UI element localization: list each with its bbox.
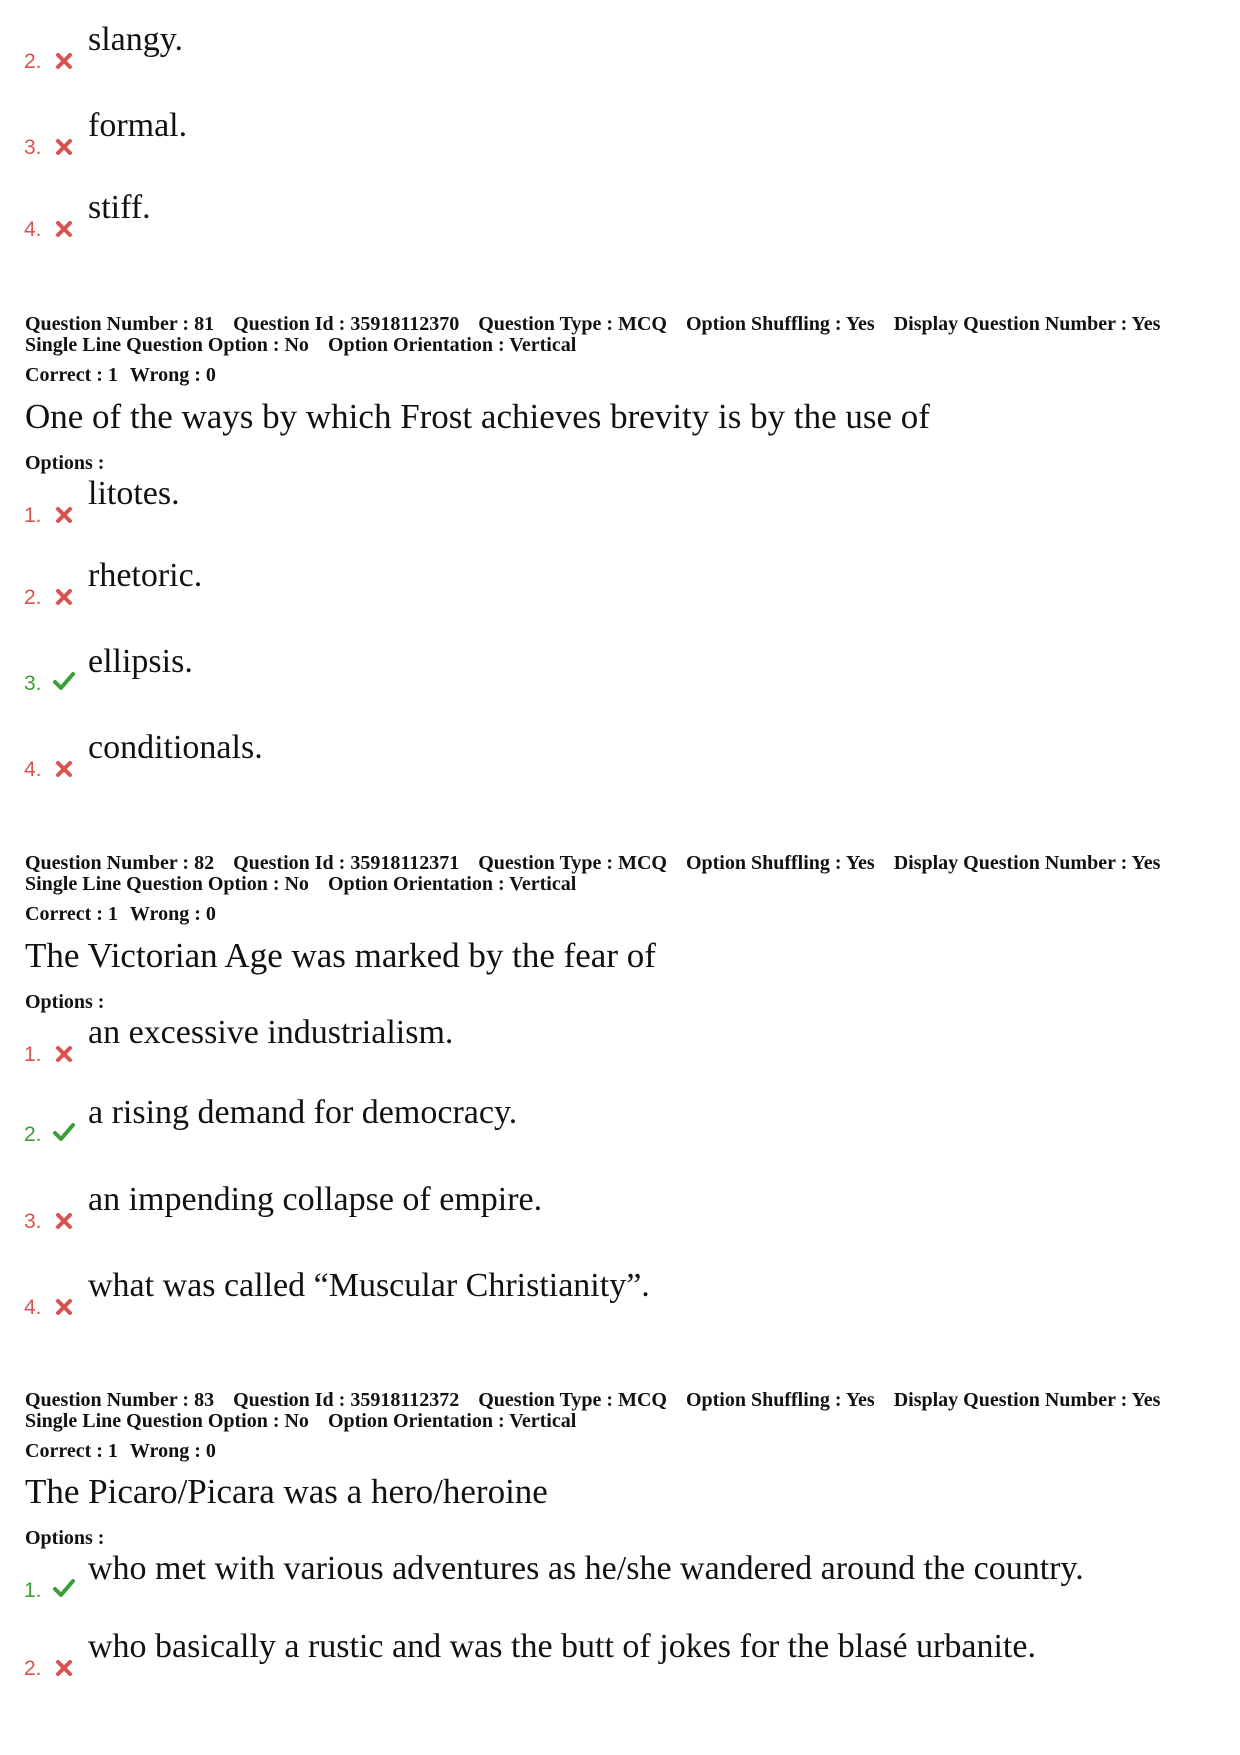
option-orientation: Option Orientation : Vertical xyxy=(327,873,577,895)
option-text: ellipsis. xyxy=(88,643,193,680)
cross-icon xyxy=(55,588,73,606)
option-shuffling: Option Shuffling : Yes xyxy=(685,852,875,874)
option-text: slangy. xyxy=(88,21,184,58)
single-line-option: Single Line Question Option : No xyxy=(25,334,309,356)
option-number: 2. xyxy=(24,1657,42,1680)
question-meta xyxy=(25,1390,1174,1432)
option-number: 1. xyxy=(24,1579,42,1602)
correct-marks: Correct : 1 xyxy=(25,903,118,925)
cross-icon xyxy=(55,52,73,70)
option-item xyxy=(0,188,1240,248)
option-number: 4. xyxy=(24,758,42,781)
option-text: who basically a rustic and was the butt of jokes for the blasé urbanite. xyxy=(88,1628,1036,1665)
question-number: Question Number : 83 xyxy=(25,1389,215,1411)
option-text: rhetoric. xyxy=(88,557,203,594)
score-line xyxy=(25,1440,228,1462)
question-type: Question Type : MCQ xyxy=(478,1389,667,1411)
option-text: what was called “Muscular Christianity”. xyxy=(88,1267,650,1304)
option-item xyxy=(0,1180,1240,1240)
option-orientation: Option Orientation : Vertical xyxy=(327,334,577,356)
question-text: The Picaro/Picara was a hero/heroine xyxy=(25,1472,548,1511)
option-orientation: Option Orientation : Vertical xyxy=(327,1410,577,1432)
option-number: 4. xyxy=(24,218,42,241)
cross-icon xyxy=(55,1212,73,1230)
check-icon xyxy=(52,1577,76,1599)
option-text: formal. xyxy=(88,107,188,144)
question-id: Question Id : 35918112371 xyxy=(233,852,460,874)
check-icon xyxy=(52,1121,76,1143)
option-item xyxy=(0,728,1240,788)
option-item xyxy=(0,474,1240,534)
score-line xyxy=(25,903,228,925)
option-text: a rising demand for democracy. xyxy=(88,1094,518,1131)
question-number: Question Number : 81 xyxy=(25,313,215,335)
option-item xyxy=(0,106,1240,166)
wrong-marks: Wrong : 0 xyxy=(129,903,216,925)
score-line xyxy=(25,364,228,386)
single-line-option: Single Line Question Option : No xyxy=(25,873,309,895)
option-item xyxy=(0,1627,1240,1687)
option-number: 3. xyxy=(24,136,42,159)
option-item xyxy=(0,1093,1240,1153)
display-question-number: Display Question Number : Yes xyxy=(893,313,1161,335)
cross-icon xyxy=(55,1298,73,1316)
correct-marks: Correct : 1 xyxy=(25,364,118,386)
option-number: 1. xyxy=(24,1043,42,1066)
options-label: Options : xyxy=(25,991,105,1013)
question-number: Question Number : 82 xyxy=(25,852,215,874)
option-shuffling: Option Shuffling : Yes xyxy=(685,1389,875,1411)
check-icon xyxy=(52,670,76,692)
display-question-number: Display Question Number : Yes xyxy=(893,852,1161,874)
cross-icon xyxy=(55,1659,73,1677)
option-number: 2. xyxy=(24,1123,42,1146)
option-number: 1. xyxy=(24,504,42,527)
option-text: stiff. xyxy=(88,189,151,226)
option-item xyxy=(0,20,1240,80)
option-text: conditionals. xyxy=(88,729,263,766)
question-text: The Victorian Age was marked by the fear of xyxy=(25,936,656,975)
question-id: Question Id : 35918112372 xyxy=(233,1389,460,1411)
option-number: 3. xyxy=(24,672,42,695)
cross-icon xyxy=(55,1045,73,1063)
option-number: 2. xyxy=(24,586,42,609)
cross-icon xyxy=(55,506,73,524)
option-shuffling: Option Shuffling : Yes xyxy=(685,313,875,335)
option-number: 4. xyxy=(24,1296,42,1319)
option-number: 2. xyxy=(24,50,42,73)
option-item xyxy=(0,642,1240,702)
option-item xyxy=(0,1549,1240,1609)
question-meta xyxy=(25,314,1174,356)
cross-icon xyxy=(55,220,73,238)
correct-marks: Correct : 1 xyxy=(25,1440,118,1462)
option-item xyxy=(0,1266,1240,1326)
single-line-option: Single Line Question Option : No xyxy=(25,1410,309,1432)
cross-icon xyxy=(55,138,73,156)
options-label: Options : xyxy=(25,1527,105,1549)
option-number: 3. xyxy=(24,1210,42,1233)
question-text: One of the ways by which Frost achieves brevity is by the use of xyxy=(25,397,930,436)
option-item xyxy=(0,556,1240,616)
option-text: an impending collapse of empire. xyxy=(88,1181,543,1218)
question-meta xyxy=(25,853,1174,895)
question-id: Question Id : 35918112370 xyxy=(233,313,460,335)
question-type: Question Type : MCQ xyxy=(478,852,667,874)
question-type: Question Type : MCQ xyxy=(478,313,667,335)
options-label: Options : xyxy=(25,452,105,474)
wrong-marks: Wrong : 0 xyxy=(129,1440,216,1462)
option-text: litotes. xyxy=(88,475,180,512)
wrong-marks: Wrong : 0 xyxy=(129,364,216,386)
option-item xyxy=(0,1013,1240,1073)
option-text: who met with various adventures as he/she wandered around the country. xyxy=(88,1550,1084,1587)
cross-icon xyxy=(55,760,73,778)
option-text: an excessive industrialism. xyxy=(88,1014,454,1051)
display-question-number: Display Question Number : Yes xyxy=(893,1389,1161,1411)
